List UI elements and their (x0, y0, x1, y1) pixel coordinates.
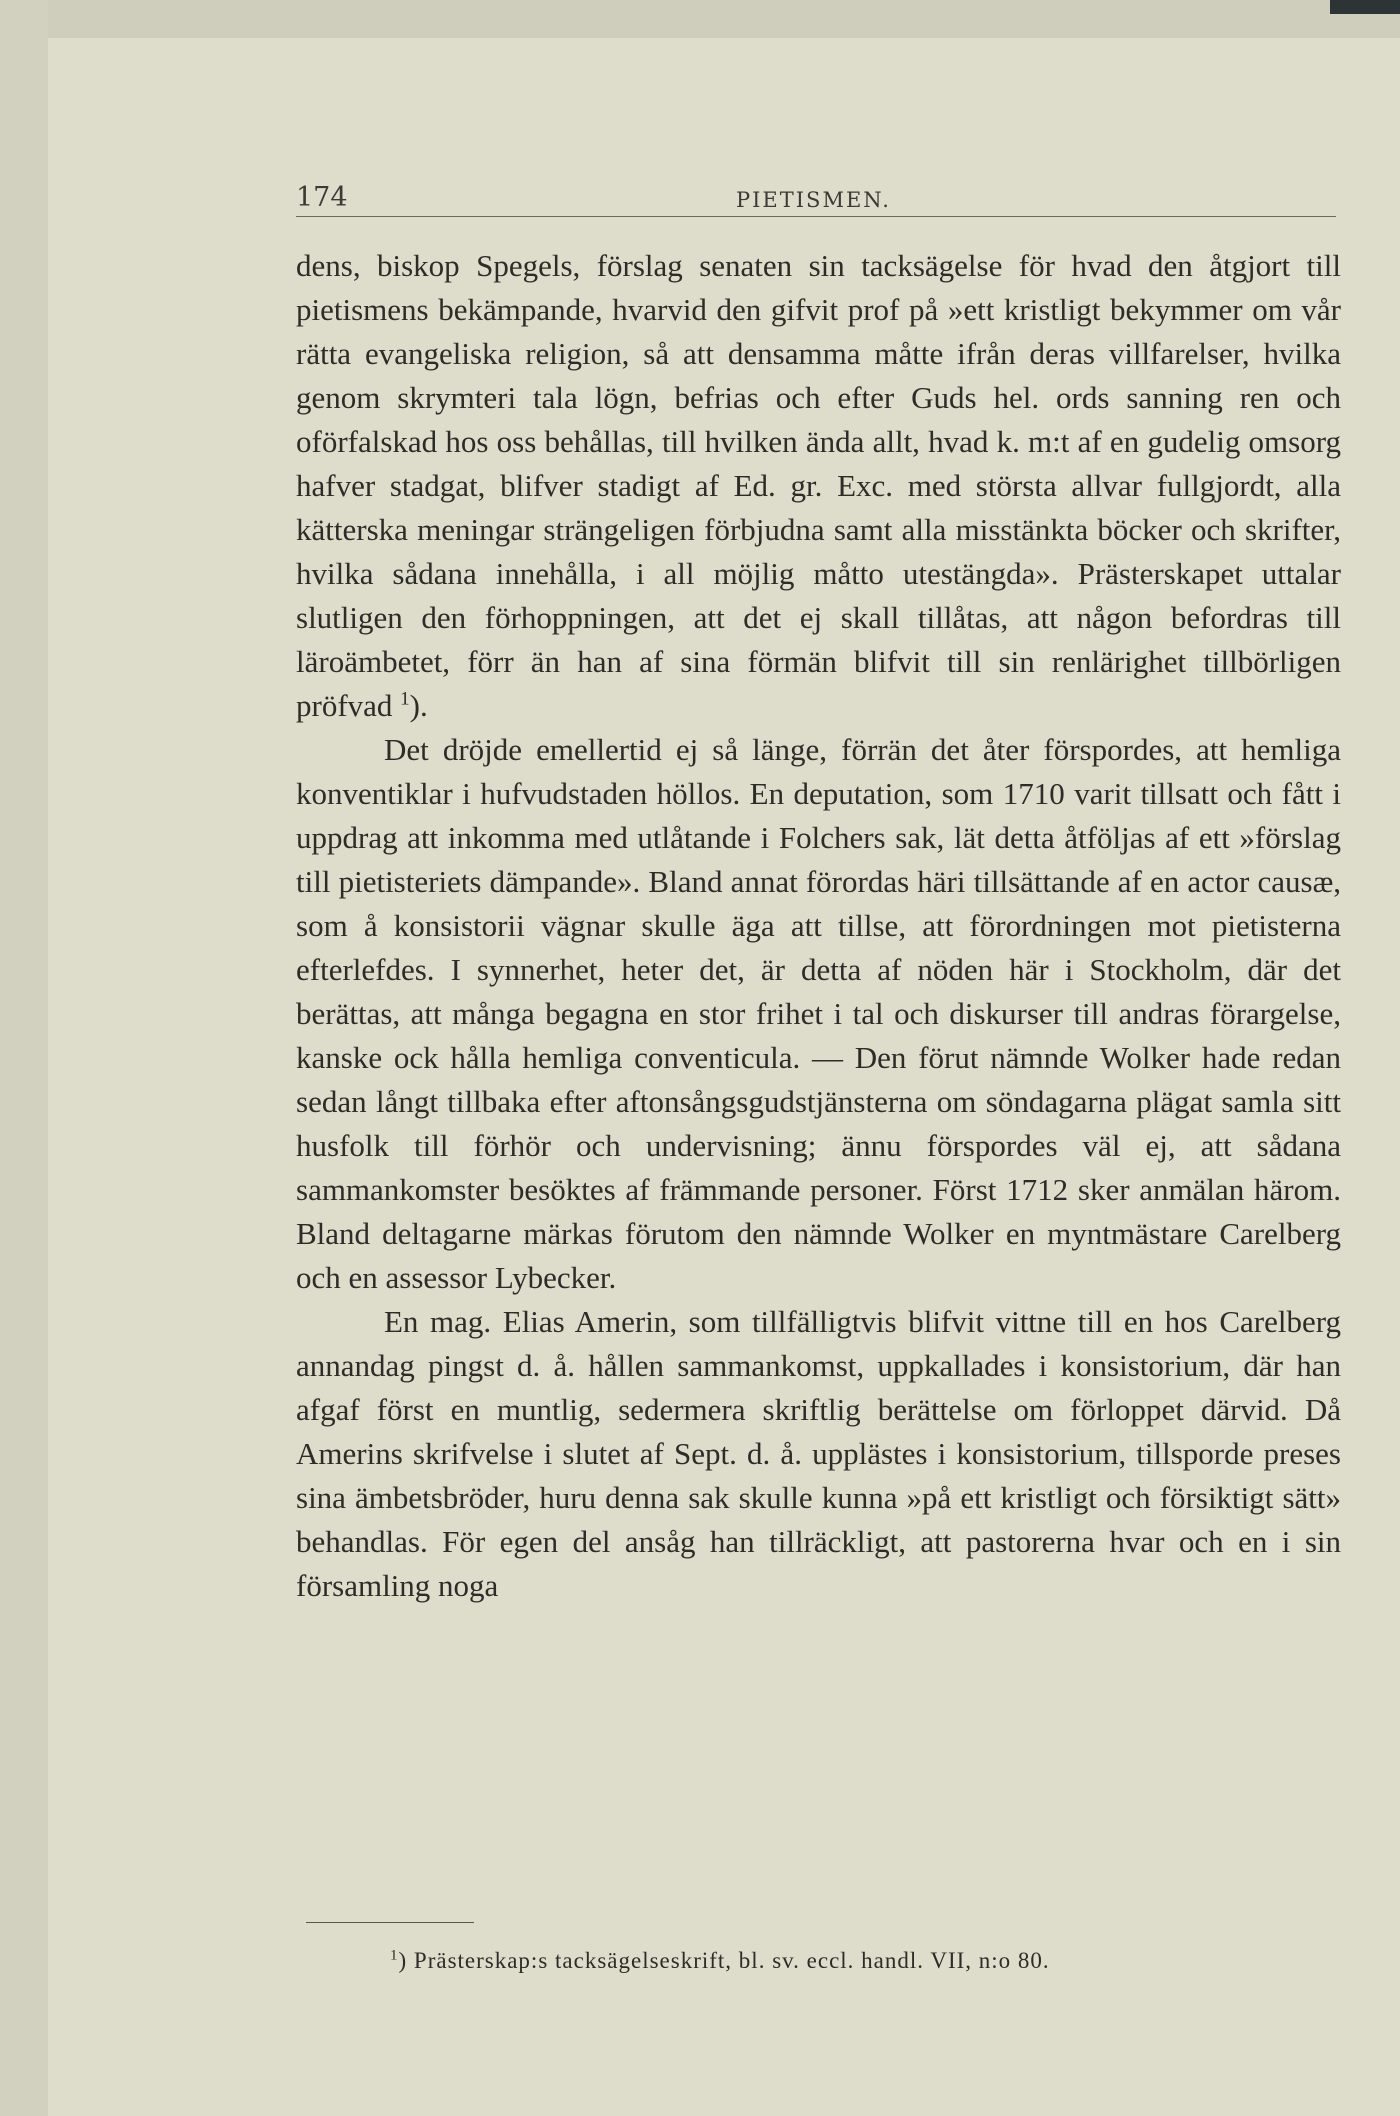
footnote-mark: 1 (390, 1947, 399, 1964)
footnote-rule (306, 1922, 474, 1923)
footnote-reference: 1 (400, 688, 410, 710)
paragraph-2: Det dröjde emellertid ej så länge, förrän det åter förspordes, att hemliga konventiklar i hufvudstaden höllos. En deputation, som 1710 varit tillsatt och fått i uppdrag att inkomma med utlåtande i Folchers sak, lät detta åtföljas af ett »förslag till pietisteriets dämpande». Bland annat förordas häri tillsättande af en actor causæ, som å konsistorii vägnar skulle äga att tillse, att förordningen mot pietisterna efterlefdes. I synnerhet, heter det, är detta af nöden här i Stockholm, där det berättas, att många begagna en stor frihet i tal och diskurser till andras förargelse, kanske ock hålla hemliga conventicula. — Den förut nämnde Wolker hade redan sedan långt tillbaka efter aftonsångsgudstjänsterna om söndagarna plägat samla sitt husfolk till förhör och undervisning; ännu förspordes väl ej, att sådana sammankomster besöktes af främmande personer. Först 1712 sker anmälan härom. Bland deltagarne märkas förutom den nämnde Wolker en myntmästare Carelberg och en assessor Lybecker. (296, 732, 1341, 1295)
scan-corner-mark (1330, 0, 1400, 14)
paragraph-3: En mag. Elias Amerin, som tillfälligtvis blifvit vittne till en hos Carelberg annandag pingst d. å. hållen sammankomst, uppkallades i konsistorium, där han afgaf först en muntlig, sedermera skriftlig berättelse om förloppet därvid. Då Amerins skrifvelse i slutet af Sept. d. å. upplästes i konsistorium, tillsporde preses sina ämbetsbröder, huru denna sak skulle kunna »på ett kristligt och försiktigt sätt» behandlas. För egen del ansåg han tillräckligt, att pastorerna hvar och en i sin församling noga (296, 1304, 1341, 1603)
page-top-edge (0, 0, 1400, 38)
page-header (296, 180, 1336, 217)
footnote-text: ) Prästerskap:s tacksägelseskrift, bl. sv. eccl. handl. VII, n:o 80. (398, 1948, 1050, 1973)
running-title: PIETISMEN. (736, 188, 891, 212)
page-left-edge (0, 0, 48, 2116)
paragraph-1 (296, 244, 1341, 728)
paragraph-1-end: ). (409, 688, 428, 723)
body-text (296, 244, 1341, 1608)
page-number: 174 (296, 182, 348, 213)
footnote (390, 1944, 1290, 1978)
paragraph-1-text: dens, biskop Spegels, förslag senaten sin tacksägelse för hvad den åtgjort till pietismens bekämpande, hvarvid den gifvit prof på »ett kristligt bekymmer om vår rätta evangeliska religion, så att densamma måtte ifrån deras villfarelser, hvilka genom skrymteri tala lögn, befrias och efter Guds hel. ords sanning ren och oförfalskad hos oss behållas, till hvilken ända allt, hvad k. m:t af en gudelig omsorg hafver stadgat, blifver stadigt af Ed. gr. Exc. med största allvar fullgjordt, alla kätterska meningar strängeligen förbjudna samt alla misstänkta böcker och skrifter, hvilka sådana innehålla, i all möjlig måtto utestängda». Prästerskapet uttalar slutligen den förhoppningen, att det ej skall tillåtas, att någon befordras till läroämbetet, förr än han af sina förmän blifvit till sin renlärighet tillbörligen pröfvad (296, 248, 1341, 723)
